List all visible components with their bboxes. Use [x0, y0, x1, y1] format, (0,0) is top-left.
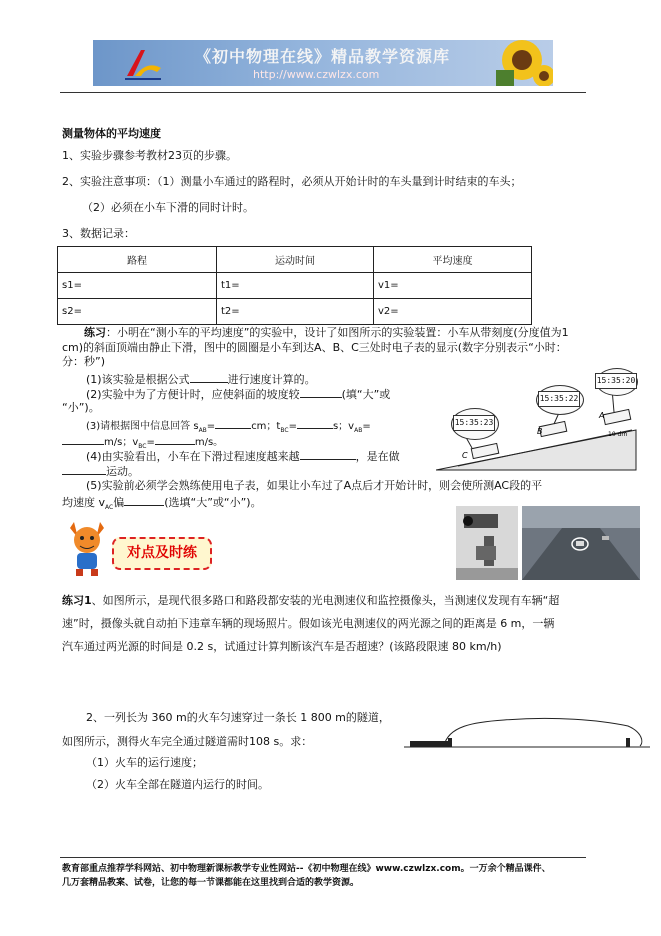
tunnel-exit [626, 738, 630, 747]
q1-text-b: 进行速度计算的。 [227, 373, 316, 386]
exercise-intro-text: ：小明在“测小车的平均速度”的实验中，设计了如图所示的实验装置：小车从带刻度(分度值为1 cm)的斜面顶端由静止下滑，图中的圆圈是小车到达A、B、C三处时电子表的显示(数字分别表示“小时：分：秒”) [62, 326, 569, 368]
q4-text-a: (4)由实验看出，小车在下滑过程速度越来越 [86, 450, 300, 463]
answer-blank[interactable] [62, 433, 104, 445]
exercise-intro [62, 326, 584, 370]
answer-blank[interactable] [124, 494, 164, 506]
practice-1-line-1 [62, 594, 559, 608]
cart-a [603, 409, 631, 424]
question-1 [86, 371, 316, 387]
practice-1-label: 练习1 [62, 594, 92, 607]
hill-outline [444, 718, 642, 746]
clock-c: 15:35:23 [453, 415, 495, 431]
tunnel-portal [448, 738, 452, 747]
q3-text-a: (3)请根据图中信息回答 s [86, 421, 199, 432]
road-photo [522, 506, 640, 580]
table-header-row [58, 247, 532, 273]
question-2-cont: “小”)。 [62, 401, 100, 414]
table-cell: s1= [58, 273, 217, 299]
step-1: 1、实验步骤参考教材23页的步骤。 [62, 149, 237, 162]
answer-blank[interactable] [300, 448, 356, 460]
q3-text-i: m/s。 [194, 437, 224, 448]
clock-b: 15:35:22 [538, 391, 580, 407]
step-3: 3、数据记录： [62, 227, 135, 240]
step-2: 2、实验注意事项：（1）测量小车通过的路程时，必须从开始计时的车头量到计时结束的车头； [62, 175, 522, 188]
mascot-icon [64, 520, 110, 578]
question-2 [86, 386, 390, 402]
tunnel-figure [404, 712, 650, 752]
table-cell: s2= [58, 299, 217, 325]
answer-blank[interactable] [297, 417, 333, 429]
q3-text-b: = [206, 421, 216, 432]
q3-sub-3: AB [354, 427, 363, 434]
section-title: 测量物体的平均速度 [62, 127, 161, 140]
table-cell: t1= [217, 273, 374, 299]
sunflower-icon [488, 40, 553, 86]
label-b: B [537, 427, 543, 436]
practice-1-line-2: 速”时，摄像头就自动拍下违章车辆的现场照片。假如该光电测速仪的两光源之间的距离是 6 m，一辆 [62, 617, 555, 630]
question-4 [86, 448, 400, 464]
table-row [58, 299, 532, 325]
footer-line-2: 几万套精品教案、试卷，让您的每一节课都能在这里找到合适的教学资源。 [62, 878, 360, 888]
step-2-note: （2）必须在小车下滑的同时计时。 [82, 201, 254, 214]
road-scene-icon [522, 506, 640, 580]
table-header-cell: 路程 [58, 247, 217, 273]
q5-sub: AC [105, 504, 114, 512]
q3-text-e: s；v [332, 421, 355, 432]
q5-text-c: 偏 [113, 496, 125, 509]
clock-a: 15:35:20 [595, 373, 637, 389]
cart-c [471, 443, 499, 458]
practice-2-q1: （1）火车的运行速度； [86, 756, 203, 769]
table-cell: t2= [217, 299, 374, 325]
q4-text-b: ，是在做 [355, 450, 400, 463]
header-banner [93, 40, 553, 86]
table-row [58, 273, 532, 299]
cart-b [539, 421, 567, 436]
answer-blank[interactable] [300, 386, 342, 398]
answer-blank[interactable] [62, 463, 106, 475]
practice-banner [112, 537, 212, 570]
practice-2-line-2: 如图所示，测得火车完全通过隧道需时108 s。求： [62, 735, 313, 748]
q5-text-d: (选填“大”或“小”)。 [164, 496, 262, 509]
q5-text-b: 均速度 v [62, 496, 106, 509]
table-header-cell: 运动时间 [217, 247, 374, 273]
site-logo-icon [123, 46, 163, 82]
q3-text-c: cm；t [251, 421, 281, 432]
q1-text-a: (1)该实验是根据公式 [86, 373, 190, 386]
question-4-cont [62, 463, 139, 479]
practice-1-text: 、如图所示，是现代很多路口和路段都安装的光电测速仪和监控摄像头，当测速仪发现有车辆“超 [91, 594, 560, 607]
table-header-cell: 平均速度 [374, 247, 532, 273]
q3-text-d: = [288, 421, 297, 432]
practice-2-line-1: 2、一列长为 360 m的火车匀速穿过一条长 1 800 m的隧道， [86, 711, 390, 724]
exercise-label: 练习 [84, 326, 106, 339]
q3-text-g: m/s；v [104, 437, 139, 448]
footer-divider [60, 857, 586, 858]
banner-url[interactable]: http://www.czwlzx.com [253, 68, 380, 81]
camera-photo [456, 506, 518, 580]
label-c: C [462, 451, 468, 460]
q3-text-h: = [146, 437, 155, 448]
header-divider [60, 92, 586, 93]
q3-sub-4: BC [138, 443, 147, 450]
speed-camera-icon [456, 506, 518, 580]
footer-line-1: 教育部重点推荐学科网站、初中物理新课标教学专业性网站--《初中物理在线》www.czwlzx.com。一万余个精品课件、 [62, 864, 551, 874]
q4-text-c: 运动。 [106, 465, 139, 478]
answer-blank[interactable] [155, 433, 195, 445]
label-a: A [599, 411, 605, 420]
q3-sub-2: BC [280, 427, 289, 434]
data-table [57, 246, 532, 325]
q3-text-f: = [362, 421, 371, 432]
train [410, 741, 448, 747]
answer-blank[interactable] [215, 417, 251, 429]
q2-text-a: (2)实验中为了方便计时，应使斜面的坡度较 [86, 388, 300, 401]
answer-blank[interactable] [190, 371, 228, 383]
practice-1-line-3: 汽车通过两光源的时间是 0.2 s，试通过计算判断该汽车是否超速？(该路段限速 80 km/h) [62, 640, 502, 653]
practice-2-q2: （2）火车全部在隧道内运行的时间。 [86, 778, 269, 791]
table-cell: v1= [374, 273, 532, 299]
question-5-cont [62, 494, 262, 515]
practice-banner-text: 对点及时练 [127, 545, 197, 561]
table-cell: v2= [374, 299, 532, 325]
banner-title: 《初中物理在线》精品教学资源库 [195, 47, 451, 66]
scale-unit: 10 dm [608, 431, 628, 438]
q2-text-b: (填“大”或 [341, 388, 391, 401]
q3-sub-1: AB [198, 427, 207, 434]
question-5: (5)实验前必须学会熟练使用电子表，如果让小车过了A点后才开始计时，则会使所测AC段的平 [86, 479, 543, 492]
